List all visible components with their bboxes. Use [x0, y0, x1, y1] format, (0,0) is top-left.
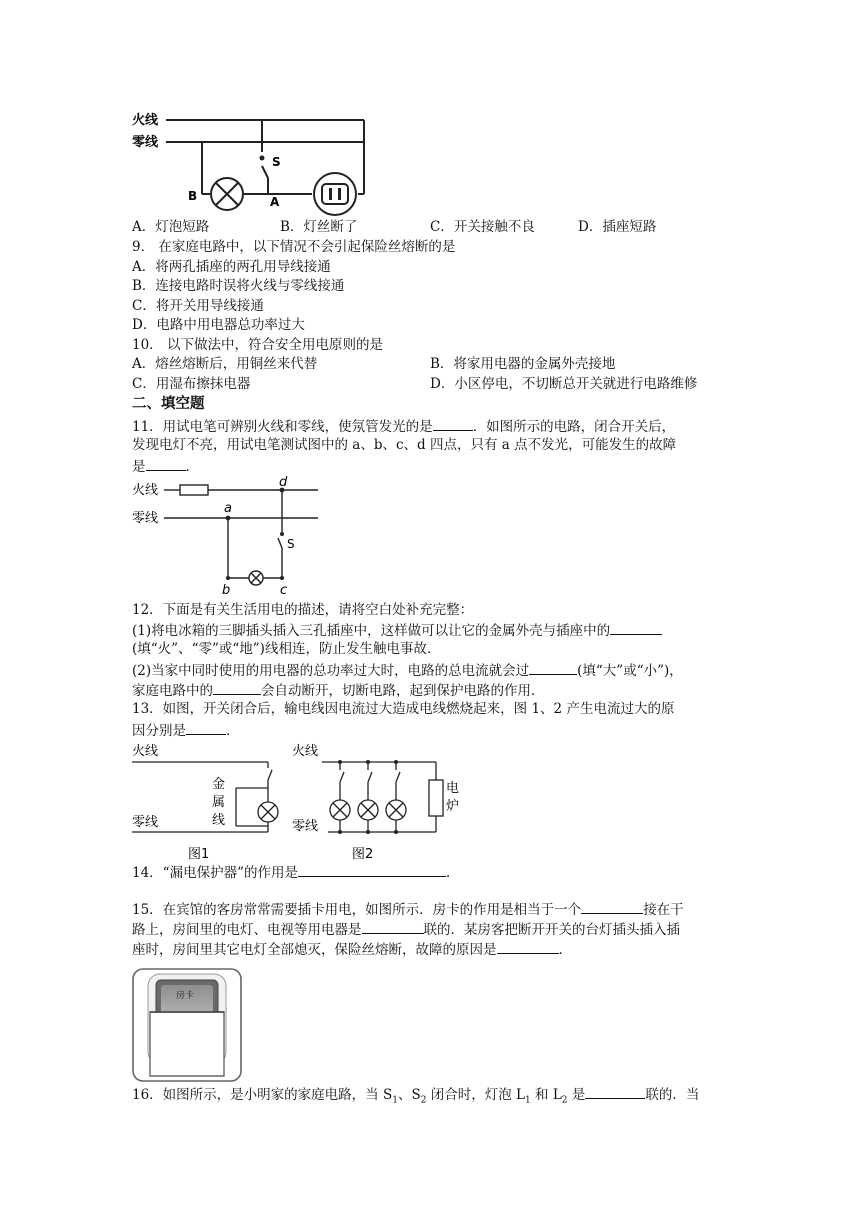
q12-line-1: 12．下面是有关生活用电的描述，请将空白处补充完整：: [132, 602, 474, 618]
q15-card-slot-image: [132, 968, 242, 1082]
q15-text-2a: 路上，房间里的电灯、电视等用电器是: [132, 922, 362, 938]
q12-line-4: [132, 660, 683, 681]
q15-text-1a: 15．在宾馆的客房常常需要插卡用电，如图所示．房卡的作用是相当于一个: [132, 902, 582, 918]
q9-option-d: D．电路中用电器总功率过大: [132, 317, 305, 333]
q11-point-b-label: b: [222, 583, 231, 598]
q13-fig2-stove-char-1: 电: [446, 781, 460, 796]
q8-point-a-label: A: [270, 195, 280, 209]
q11-neutral-label: 零线: [132, 511, 159, 526]
q13-text-2a: 因分别是: [132, 723, 186, 739]
q11-text-3a: 是: [132, 459, 146, 475]
q15-blank-3[interactable]: [497, 939, 559, 954]
q13-fig1-caption: 图1: [188, 847, 210, 862]
q12-text-2a: (1)将电冰箱的三脚插头插入三孔插座中，这样做可以让它的金属外壳与插座中的: [132, 623, 611, 639]
q15-text-3b: ．: [558, 942, 572, 958]
q12-text-4a: (2)当家中同时使用的用电器的总功率过大时，电路的总电流就会过: [132, 663, 530, 679]
q13-text-2b: ．: [226, 723, 240, 739]
q8-live-label: 火线: [132, 113, 159, 128]
q12-text-5a: 家庭电路中的: [132, 683, 213, 699]
q12-text-5b: 会自动断开，切断电路，起到保护电路的作用．: [261, 683, 545, 699]
q11-point-c-label: c: [280, 583, 288, 598]
q13-fig2-neutral-label: 零线: [292, 819, 319, 834]
q16-text-mid2: 闭合时，灯泡 L: [426, 1087, 525, 1103]
q9-option-b: B．连接电路时误将火线与零线接通: [132, 278, 345, 294]
q12-blank-3[interactable]: [213, 680, 261, 695]
q11-text-1a: 11．用试电笔可辨别火线和零线，使氖管发光的是: [132, 419, 433, 435]
q10-option-c: C．用湿布擦抹电器: [132, 376, 251, 392]
q16-sub-1: 1: [392, 1095, 398, 1106]
q15-line-1: [132, 899, 684, 920]
q15-text-1b: 接在干: [643, 902, 684, 918]
q11-text-1b: ．如图所示的电路，闭合开关后，: [472, 419, 676, 435]
q13-figure-2: [292, 740, 470, 864]
q11-line-1: [132, 416, 675, 437]
q8-circuit-figure: [132, 108, 372, 220]
q12-blank-1[interactable]: [610, 620, 662, 635]
q8-point-b-label: B: [188, 189, 198, 203]
q15-blank-1[interactable]: [581, 899, 643, 914]
q13-fig1-metal-char-2: 属: [212, 795, 226, 810]
q11-point-a-label: a: [224, 501, 232, 516]
q9-stem: 9． 在家庭电路中，以下情况不会引起保险丝熔断的是: [132, 239, 456, 255]
q16-text-mid3: 和 L: [530, 1087, 562, 1103]
section-heading-fill-in: 二、填空题: [132, 396, 205, 412]
q10-stem: 10． 以下做法中，符合安全用电原则的是: [132, 337, 383, 353]
q16-text-1b: 是: [567, 1087, 586, 1103]
q13-line-2: [132, 720, 240, 741]
q10-option-d: D．小区停电，不切断总开关就进行电路维修: [430, 376, 698, 392]
q9-option-c: C．将开关用导线接通: [132, 298, 264, 314]
q16-sub-2: 2: [420, 1095, 427, 1106]
q13-fig2-live-label: 火线: [292, 744, 319, 759]
q15-blank-2[interactable]: [362, 919, 424, 934]
q15-text-2b: 联的．某房客把断开开关的台灯插头插入插: [423, 922, 680, 938]
q8-switch-label: S: [272, 155, 281, 169]
q8-option-d: D．插座短路: [578, 219, 657, 235]
q14-line-1: [132, 862, 459, 883]
q11-switch-label: S: [287, 537, 295, 551]
q8-neutral-label: 零线: [132, 135, 159, 150]
q12-blank-2[interactable]: [529, 660, 577, 675]
q15-line-3: [132, 939, 572, 960]
q9-option-a: A．将两孔插座的两孔用导线接通: [132, 259, 331, 275]
q8-option-c: C．开关接触不良: [430, 219, 535, 235]
q11-text-3b: ．: [185, 459, 199, 475]
q8-option-a: A．灯泡短路: [132, 219, 210, 235]
q11-blank-2[interactable]: [146, 456, 186, 471]
q14-text-1a: 14．“漏电保护器”的作用是: [132, 865, 298, 881]
q13-fig1-neutral-label: 零线: [132, 815, 159, 830]
q13-fig1-metal-char-3: 线: [212, 813, 226, 828]
q13-fig1-live-label: 火线: [132, 744, 159, 759]
q13-figure-1: [132, 740, 292, 864]
q16-blank-1[interactable]: [585, 1084, 645, 1099]
q13-line-1: 13．如图，开关闭合后，输电线因电流过大造成电线燃烧起来，图 1、2 产生电流过大的原: [132, 701, 675, 717]
q15-line-2: [132, 919, 680, 940]
q15-text-3a: 座时，房间里其它电灯全部熄灭，保险丝熔断，故障的原因是: [132, 942, 497, 958]
q11-blank-1[interactable]: [433, 416, 473, 431]
q16-text-mid1: 、S: [397, 1087, 421, 1103]
q8-option-b: B．灯丝断了: [280, 219, 358, 235]
q14-blank-1[interactable]: [298, 862, 446, 877]
q16-text-1a: 16．如图所示，是小明家的家庭电路，当 S: [132, 1087, 393, 1103]
q12-line-5: [132, 680, 545, 701]
q15-card-label: 房卡: [176, 991, 195, 1001]
q11-point-d-label: d: [279, 475, 288, 490]
q13-fig2-caption: 图2: [352, 847, 374, 862]
q11-live-label: 火线: [132, 483, 159, 498]
q12-line-3: (填“火”、“零”或“地”)线相连，防止发生触电事故．: [132, 641, 441, 657]
q16-text-1c: 联的．当: [645, 1087, 700, 1103]
q11-circuit-figure: [132, 474, 332, 600]
q11-line-2: 发现电灯不亮，用试电笔测试图中的 a、b、c、d 四点，只有 a 点不发光，可能发生的故障: [132, 437, 677, 453]
q10-option-b: B．将家用电器的金属外壳接地: [430, 356, 616, 372]
q16-line-1: [132, 1084, 699, 1111]
q10-option-a: A．熔丝熔断后，用铜丝来代替: [132, 356, 318, 372]
q13-fig1-metal-char-1: 金: [212, 777, 226, 792]
q13-blank-1[interactable]: [186, 720, 226, 735]
q13-fig2-stove-char-2: 炉: [446, 799, 460, 814]
q16-sub-3: 1: [525, 1095, 531, 1106]
q12-line-2: [132, 620, 662, 641]
q16-sub-4: 2: [561, 1095, 568, 1106]
q14-text-1b: ．: [445, 865, 460, 881]
q12-text-4b: (填“大”或“小”)，: [577, 663, 683, 679]
